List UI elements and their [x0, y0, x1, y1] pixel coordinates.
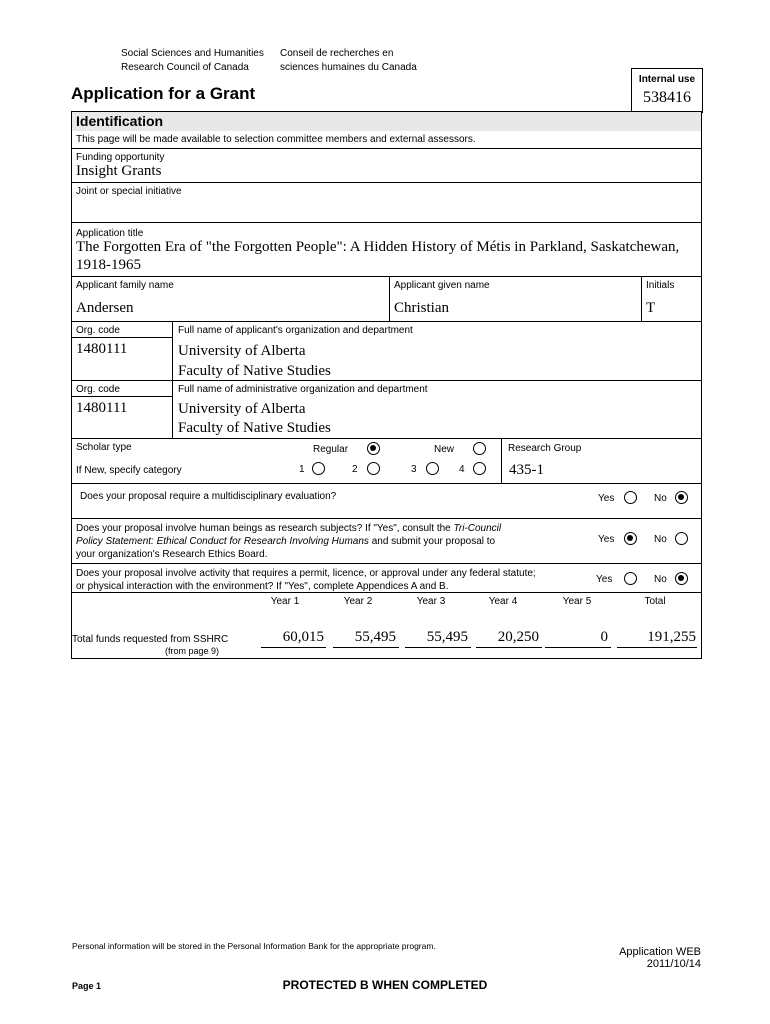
form-title: Application for a Grant [71, 84, 256, 103]
q1-yes-radio[interactable] [624, 491, 637, 504]
q2-yes-label: Yes [598, 534, 615, 545]
section-header-band [72, 112, 701, 131]
year-5-amount[interactable]: 0 [600, 629, 608, 645]
application-version: Application WEB 2011/10/14 [619, 946, 701, 970]
q1-no-radio[interactable] [675, 491, 688, 504]
assessor-notice: This page will be made available to selection committee members and external assessors. [76, 134, 476, 145]
year-2-label: Year 2 [343, 596, 373, 607]
protected-b-notice: PROTECTED B WHEN COMPLETED [282, 978, 488, 992]
year-4-label: Year 4 [488, 596, 518, 607]
category-4-label: 4 [459, 464, 465, 475]
total-label: Total [644, 596, 666, 607]
family-name-value[interactable]: Andersen [76, 300, 134, 316]
total-amount[interactable]: 191,255 [647, 629, 696, 645]
family-name-label: Applicant family name [76, 280, 174, 291]
admin-code-label: Org. code [76, 384, 120, 395]
year-3-label: Year 3 [416, 596, 446, 607]
category-4-radio[interactable] [473, 462, 486, 475]
q3-no-label: No [654, 574, 667, 585]
internal-use-label: Internal use [638, 74, 696, 85]
joint-label: Joint or special initiative [76, 186, 182, 197]
q2-yes-radio[interactable] [624, 532, 637, 545]
research-group-value[interactable]: 435-1 [509, 462, 544, 478]
admin-full-label: Full name of administrative organization and department [178, 384, 428, 395]
year-3-amount[interactable]: 55,495 [426, 629, 468, 645]
specify-category-label: If New, specify category [76, 465, 182, 476]
new-radio[interactable] [473, 442, 486, 455]
funding-value[interactable]: Insight Grants [76, 163, 162, 179]
org-full-value[interactable]: University of Alberta Faculty of Native Studies [178, 343, 331, 379]
internal-use-box [631, 68, 703, 113]
q3-yes-label: Yes [596, 574, 613, 585]
category-2-label: 2 [352, 464, 358, 475]
agency-name-french: Conseil de recherches en sciences humaines du Canada [280, 48, 417, 73]
org-code-value[interactable]: 1480111 [76, 341, 128, 357]
initials-value[interactable]: T [646, 300, 656, 316]
total-funds-label: Total funds requested from SSHRC [72, 634, 229, 645]
section-title: Identification [76, 113, 164, 129]
q3-yes-radio[interactable] [624, 572, 637, 585]
application-title[interactable]: The Forgotten Era of "the Forgotten People": A Hidden History of Métis in Parkland, Saskatchewan, 1918-1965 [76, 239, 680, 273]
funding-label: Funding opportunity [76, 152, 165, 163]
permit-question: Does your proposal involve activity that requires a permit, licence, or approval under any federal statute; or physical interaction with the environment? If "Yes", complete Appendices A and B. [76, 568, 536, 592]
org-code-label: Org. code [76, 325, 120, 336]
q2-no-radio[interactable] [675, 532, 688, 545]
year-2-amount[interactable]: 55,495 [354, 629, 396, 645]
year-1-label: Year 1 [270, 596, 300, 607]
privacy-notice: Personal information will be stored in the Personal Information Bank for the appropriate program. [72, 941, 436, 951]
category-3-radio[interactable] [426, 462, 439, 475]
from-page-label: (from page 9) [165, 646, 220, 656]
multidisciplinary-question: Does your proposal require a multidisciplinary evaluation? [80, 491, 337, 502]
year-4-amount[interactable]: 20,250 [497, 629, 539, 645]
human-subjects-question: Does your proposal involve human beings as research subjects? If "Yes", consult the Tri-Council Policy Statement: Ethical Conduct for Research Involving Humans and submit your proposal to your organization's Research Ethics Board. [76, 523, 502, 560]
research-group-label: Research Group [508, 443, 582, 454]
scholar-type-label: Scholar type [76, 442, 132, 453]
regular-radio[interactable] [367, 442, 380, 455]
title-label: Application title [76, 228, 144, 239]
initials-label: Initials [646, 280, 675, 291]
category-1-label: 1 [299, 464, 305, 475]
category-1-radio[interactable] [312, 462, 325, 475]
org-full-label: Full name of applicant's organization and department [178, 325, 413, 336]
category-2-radio[interactable] [367, 462, 380, 475]
admin-full-value[interactable]: University of Alberta Faculty of Native Studies [178, 401, 331, 436]
page-number: Page 1 [72, 981, 102, 991]
q2-no-label: No [654, 534, 667, 545]
agency-name-english: Social Sciences and Humanities Research Council of Canada [121, 48, 264, 73]
year-5-label: Year 5 [562, 596, 592, 607]
new-label: New [434, 444, 455, 455]
given-name-label: Applicant given name [394, 280, 490, 291]
admin-code-value[interactable]: 1480111 [76, 400, 128, 416]
q1-yes-label: Yes [598, 493, 615, 504]
regular-label: Regular [313, 444, 349, 455]
q1-no-label: No [654, 493, 667, 504]
given-name-value[interactable]: Christian [394, 300, 449, 316]
category-3-label: 3 [411, 464, 417, 475]
year-1-amount[interactable]: 60,015 [282, 629, 324, 645]
q3-no-radio[interactable] [675, 572, 688, 585]
internal-use-value: 538416 [643, 89, 691, 106]
